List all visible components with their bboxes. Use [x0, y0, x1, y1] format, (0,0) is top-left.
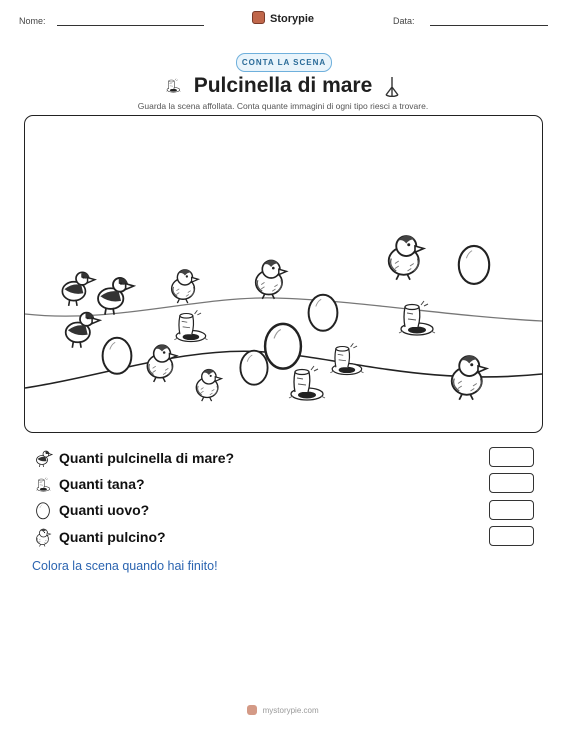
name-label: Nome: [19, 16, 46, 26]
puffin-icon [33, 448, 53, 468]
date-label: Data: [393, 16, 415, 26]
answer-box-chick[interactable] [489, 526, 534, 546]
answer-box-puffin[interactable] [489, 447, 534, 467]
page-title: Pulcinella di mare [193, 74, 373, 97]
brand [0, 11, 566, 25]
coloring-note: Colora la scena quando hai finito! [32, 559, 218, 573]
question-label: Quanti uovo? [59, 502, 150, 518]
chick-icon [33, 527, 53, 547]
footer [0, 705, 566, 715]
storypie-logo-icon [247, 705, 257, 715]
burrow-icon [33, 474, 53, 494]
storypie-logo-icon [252, 11, 265, 24]
egg-icon [33, 500, 53, 520]
answer-box-egg[interactable] [489, 500, 534, 520]
footer-url: mystorypie.com [262, 706, 319, 715]
scene-picture [24, 115, 543, 433]
foot-icon [382, 75, 402, 97]
scene-illustration [25, 116, 542, 432]
question-label: Quanti pulcino? [59, 529, 166, 545]
answer-box-burrow[interactable] [489, 473, 534, 493]
date-field-line[interactable] [430, 25, 548, 26]
instructions: Guarda la scena affollata. Conta quante immagini di ogni tipo riesci a trovare. [137, 101, 429, 111]
question-label: Quanti pulcinella di mare? [59, 450, 235, 466]
question-label: Quanti tana? [59, 476, 145, 492]
activity-badge: CONTA LA SCENA [236, 53, 332, 72]
name-field-line[interactable] [57, 25, 204, 26]
brand-name: Storypie [270, 13, 315, 25]
